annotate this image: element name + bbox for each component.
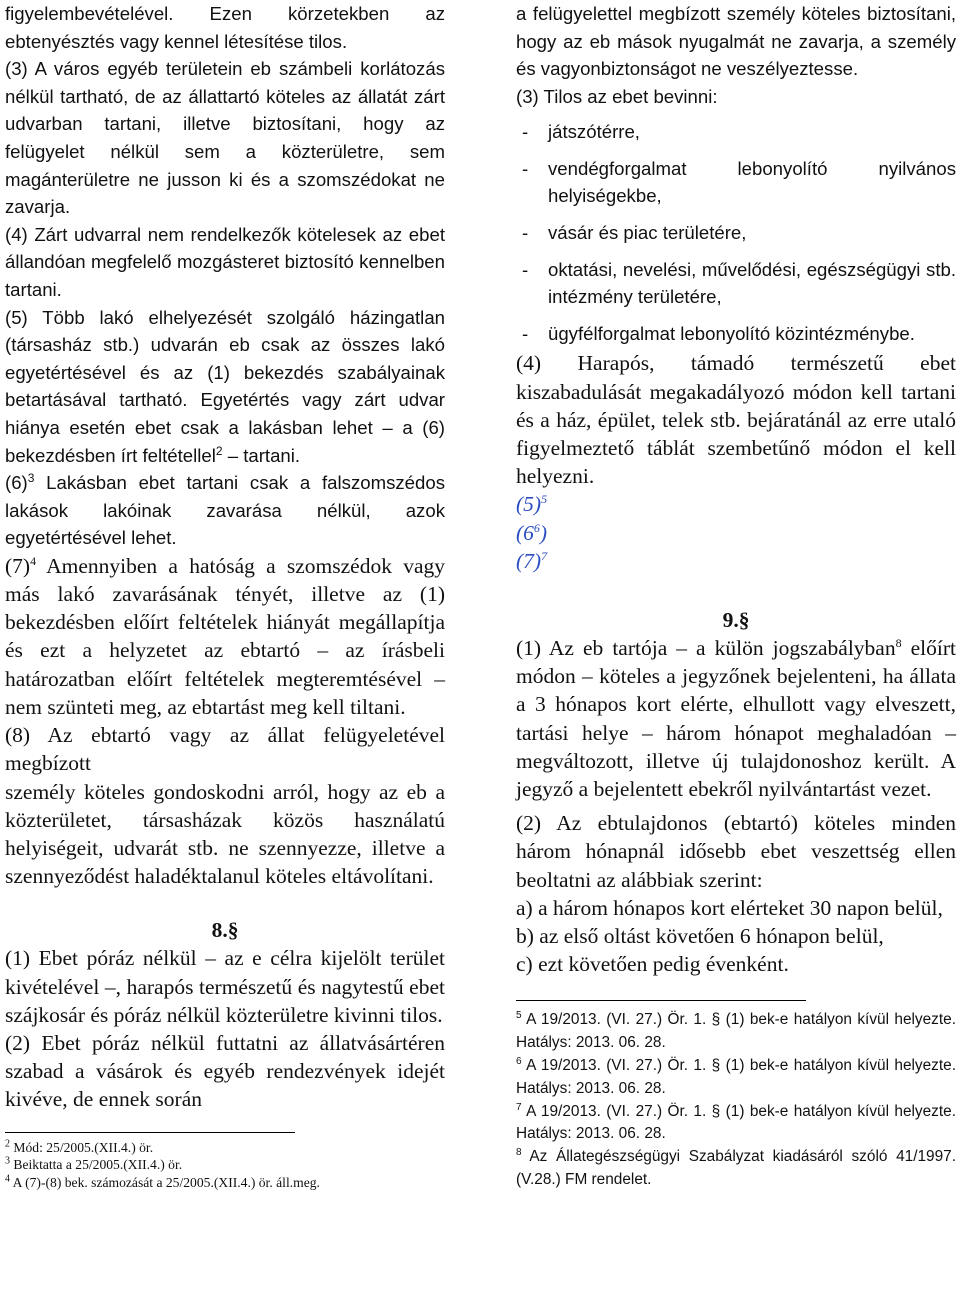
footnote-text: A 19/2013. (VI. 27.) Ör. 1. § (1) bek-e hatályon kívül helyezte. Hatálys: 2013. 06. 28. [516, 1056, 956, 1097]
left-footnotes [5, 1139, 445, 1192]
footnote-ref-7: 7 [541, 549, 548, 564]
section-9-heading [516, 606, 956, 634]
paragraph-7-text: Amennyiben a hatóság a szomszédok vagy más lakó zavarásának tényét, illetve az (1) bekezdésben előírt feltételek hiányát megállapítja és ezt a helyzetet az ebtartó – az írásbeli határozatban előírt feltételek megteremtésével – nem szünteti meg, az ebtartást meg kell tiltani. [5, 553, 445, 719]
paragraph-7 [5, 552, 445, 721]
paragraph-3: (3) A város egyéb területein eb számbeli korlátozás nélkül tartható, de az állattartó köteles az állatát zárt udvarban tartani, illetve biztosítani, hogy az felügyelet nélkül sem a közterületre, sem magánterületre ne jusson ki és a szomszédokat ne zavarja. [5, 58, 445, 218]
paragraph-8-rest: személy köteles gondoskodni arról, hogy az eb a közterületet, társasházak közös használatú helyiségeit, udvarát stb. ne szennyezze, illetve a szennyeződést haladéktalanul köteles eltávolítani. [5, 779, 445, 889]
paragraph-4: (4) Zárt udvarral nem rendelkezők kötelesek az ebet állandóan megfelelő mozgásteret biztosító kennelben tartani. [5, 223, 445, 300]
list-dash: - [522, 323, 529, 345]
footnote-text: A (7)-(8) bek. számozását a 25/2005.(XII.4.) ör. áll.meg. [10, 1174, 320, 1190]
list-item [516, 155, 956, 209]
repealed-tail: ) [539, 520, 548, 545]
repealed-label: (6 [516, 520, 534, 545]
section-9-paragraph-2: (2) Az ebtulajdonos (ebtartó) köteles minden három hónapnál idősebb ebet veszettség ellen beoltatni az alábbiak szerint: [516, 811, 956, 892]
paragraph-8-first-line: (8) Az ebtartó vagy az állat felügyeletével megbízott [5, 723, 445, 776]
footnote-3 [5, 1156, 445, 1174]
section-9-paragraph-1-text: (1) Az eb tartója – a külön jogszabályban [516, 635, 896, 660]
footnote-text: Mód: 25/2005.(XII.4.) ör. [10, 1139, 154, 1155]
footnote-number: 6 [516, 1055, 522, 1067]
footnote-number: 4 [5, 1173, 10, 1185]
paragraph-5-text: (5) Több lakó elhelyezését szolgáló házingatlan (társasház stb.) udvarán eb csak az összes lakó egyetértésével és az (1) bekezdés szabályainak betartásával tartható. Egyetértés vagy zárt udvar hiánya esetén ebet csak a lakásban lehet – a (6) bekezdésben írt feltétellel [5, 306, 445, 466]
list-item-text: oktatási, nevelési, művelődési, egészségügyi stb. intézmény területére, [548, 259, 956, 308]
section-sign-icon: § [738, 607, 750, 632]
section-9-item-c: c) ezt követően pedig évenként. [516, 952, 789, 977]
footnote-number: 7 [516, 1101, 522, 1113]
section-8-paragraph-1: (1) Ebet póráz nélkül – az e célra kijelölt terület kivételével –, harapós természetű és nagytestű ebet szájkosár és póráz nélkül közterületre kivinni tilos. [5, 946, 445, 1027]
section-9-paragraph-1 [516, 634, 956, 803]
footnote-number: 3 [5, 1155, 10, 1167]
footnote-2 [5, 1139, 445, 1157]
footnote-text: Beiktatta a 25/2005.(XII.4.) ör. [10, 1157, 183, 1173]
list-item-text: vendégforgalmat lebonyolító nyilvános helyiségekbe, [548, 158, 956, 207]
section-8-paragraph-2: (2) Ebet póráz nélkül futtatni az állatvásártéren szabad a vásárok és egyéb rendezvények idejét kivéve, de ennek során [5, 1030, 445, 1112]
section-9-item-a: a) a három hónapos kort elérteket 30 napon belül, [516, 895, 943, 920]
repealed-paragraph-7 [516, 547, 956, 576]
repealed-paragraphs [516, 490, 956, 576]
paragraph-intro: figyelembevételével. Ezen körzetekben az ebtenyésztés vagy kennel létesítése tilos. [5, 3, 445, 52]
section-sign-icon: § [227, 918, 239, 943]
footnote-number: 2 [5, 1138, 10, 1149]
footnote-8 [516, 1146, 956, 1192]
prohibited-places-list [516, 118, 956, 347]
footnote-ref-8: 8 [895, 635, 902, 650]
list-item-text: ügyfélforgalmat lebonyolító közintézménybe. [548, 323, 915, 345]
section-9-paragraph-1-tail: előírt módon – köteles a jegyzőnek bejelenteni, ha állata a 3 hónapos kort elérte, elhullott vagy elveszett, tartási helye – három hónapot meghaladóan – megváltozott, illetve új tulajdonoshoz került. A jegyző a bejelentett ebekről nyilvántartást vezet. [516, 635, 956, 801]
footnote-5 [516, 1009, 956, 1055]
footnote-number: 8 [516, 1146, 522, 1158]
section-9-item-b: b) az első oltást követően 6 hónapon belül, [516, 923, 884, 948]
list-dash: - [522, 259, 529, 281]
footnote-text: Az Állategészségügyi Szabályzat kiadásáról szóló 41/1997.(V.28.) FM rendelet. [516, 1148, 956, 1188]
paragraph-6-text: Lakásban ebet tartani csak a falszomszédos lakások lakóinak zavarása nélkül, azok egyetértésével lehet. [5, 472, 445, 549]
list-item [516, 219, 956, 246]
section-8-heading [5, 916, 445, 944]
footnote-ref-4: 4 [30, 553, 37, 568]
footnote-6 [516, 1055, 956, 1101]
section-8-number: 8. [211, 918, 228, 943]
repealed-paragraph-6 [516, 519, 956, 548]
list-item-text: vásár és piac területére, [548, 222, 747, 244]
left-column [5, 0, 445, 1191]
footnote-ref-2: 2 [215, 443, 223, 458]
list-item [516, 320, 956, 347]
paragraph-5-tail: – tartani. [222, 444, 301, 466]
footnote-7 [516, 1101, 956, 1147]
list-item [516, 256, 956, 310]
paragraph-6 [5, 469, 445, 552]
list-dash: - [522, 222, 529, 244]
paragraph-4: (4) Harapós, támadó természetű ebet kiszabadulását megakadályozó módon kell tartani és a ház, épület, telek stb. bejáratánál az erre utaló figyelmeztető táblát szembetűnő módon el kell helyezni. [516, 351, 956, 489]
footnote-text: A 19/2013. (VI. 27.) Ör. 1. § (1) bek-e hatályon kívül helyezte. Hatálys: 2013. 06. 28. [516, 1011, 956, 1052]
footnote-ref-6: 6 [533, 520, 540, 535]
repealed-label: (5) [516, 492, 542, 517]
repealed-paragraph-5 [516, 490, 956, 519]
footnote-text: A 19/2013. (VI. 27.) Ör. 1. § (1) bek-e hatályon kívül helyezte. Hatálys: 2013. 06. 28. [516, 1102, 956, 1143]
section-9-number: 9. [722, 607, 739, 632]
list-dash: - [522, 158, 529, 180]
right-column [516, 0, 956, 1192]
footnote-4 [5, 1174, 445, 1192]
footnote-ref-5: 5 [541, 492, 548, 507]
list-item-text: játszótérre, [548, 121, 640, 143]
right-footnotes [516, 1009, 956, 1191]
paragraph-6-number: (6) [5, 472, 28, 494]
footnote-separator [516, 1000, 806, 1001]
list-item [516, 118, 956, 145]
footnote-ref-3: 3 [27, 470, 35, 485]
repealed-label: (7) [516, 549, 542, 574]
footnote-separator [5, 1132, 295, 1133]
paragraph-7-number: (7) [5, 553, 31, 578]
paragraph-3-intro: (3) Tilos az ebet bevinni: [516, 85, 718, 107]
list-dash: - [522, 121, 529, 143]
paragraph-continued: a felügyelettel megbízott személy köteles biztosítani, hogy az eb mások nyugalmát ne zavarja, a személy és vagyonbiztonságot ne veszélyeztesse. [516, 3, 956, 80]
footnote-number: 5 [516, 1010, 522, 1022]
paragraph-5 [5, 304, 445, 470]
